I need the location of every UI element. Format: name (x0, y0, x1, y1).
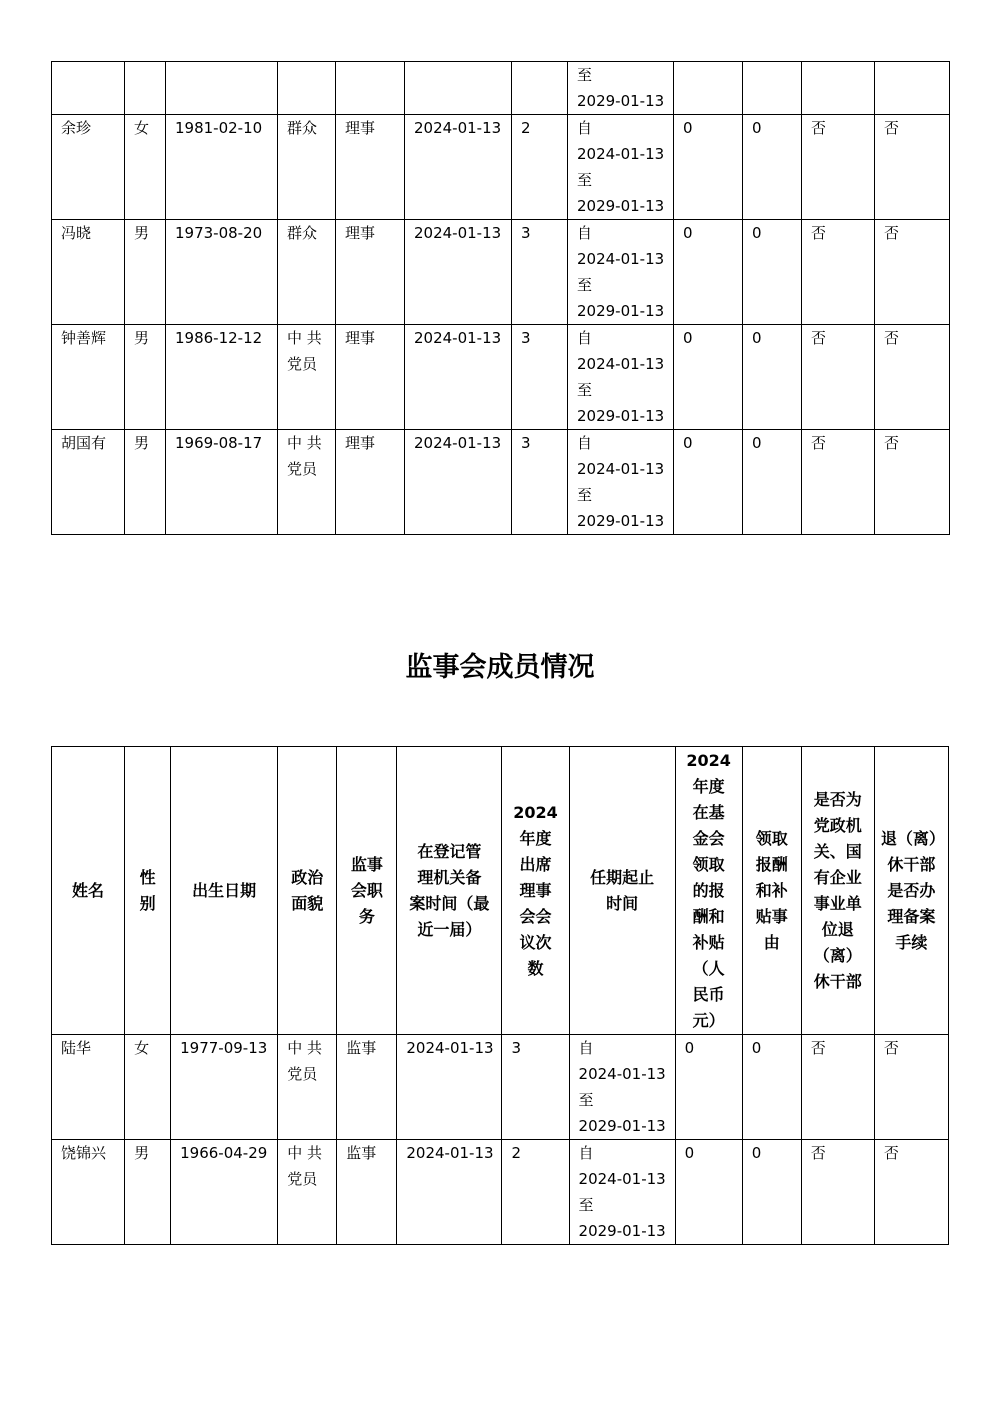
cell-line: 报酬 (755, 854, 788, 874)
political-status-cell (278, 1140, 337, 1245)
compensation-reason-cell: 0 (743, 325, 802, 430)
cell-line: 面貌 (291, 893, 324, 913)
retired-cadre-cell: 否 (801, 1035, 874, 1140)
political-status-cell (278, 1035, 337, 1140)
cell-line: 金会 (692, 828, 725, 848)
cell-line: 贴事 (755, 906, 788, 926)
compensation-cell: 0 (674, 430, 743, 535)
filing-date-cell: 2024-01-13 (405, 115, 512, 220)
position-cell: 理事 (336, 325, 405, 430)
term-cell (569, 1035, 675, 1140)
filing-procedure-cell: 否 (875, 115, 950, 220)
filing-procedure-cell: 否 (874, 1035, 948, 1140)
cell-line: 酬和 (692, 906, 725, 926)
cell-line: 2029-01-13 (577, 407, 665, 425)
column-header (171, 747, 278, 1035)
cell-line: 性 (139, 867, 156, 887)
cell-line: 自 (577, 434, 593, 452)
table-row (52, 1035, 949, 1140)
term-cell (568, 220, 674, 325)
filing-procedure-cell: 否 (875, 220, 950, 325)
cell-line: 民币 (692, 984, 725, 1004)
term-cell (568, 115, 674, 220)
cell-line: 自 (577, 329, 593, 347)
cell-line: 议次 (519, 932, 552, 952)
term-cell (568, 62, 674, 115)
cell-line: 理机关备 (417, 867, 482, 887)
name-cell: 余珍 (52, 115, 125, 220)
cell-line: 出生日期 (192, 880, 257, 900)
cell-line: 自 (578, 1144, 594, 1162)
table-row (52, 62, 950, 115)
cell-line: 在登记管 (417, 841, 482, 861)
cell-line: 2029-01-13 (577, 302, 665, 320)
cell-line: 自 (577, 119, 593, 137)
cell-line: 有企业 (813, 867, 862, 887)
filing-date-cell: 2024-01-13 (405, 325, 512, 430)
column-header (569, 747, 675, 1035)
retired-cadre-cell: 否 (802, 220, 875, 325)
position-cell: 监事 (337, 1035, 397, 1140)
cell-line: 至 (578, 1091, 594, 1109)
birth-date-cell: 1973-08-20 (166, 220, 278, 325)
cell-line: 中 共 (287, 1039, 323, 1057)
attendance-cell: 2 (512, 115, 568, 220)
cell-line: 案时间（最 (409, 893, 490, 913)
attendance-cell: 3 (512, 430, 568, 535)
gender-cell: 男 (125, 220, 166, 325)
compensation-cell: 0 (674, 115, 743, 220)
page-title: 监事会成员情况 (405, 652, 595, 683)
name-cell: 冯晓 (52, 220, 125, 325)
cell-line: 理事 (519, 880, 552, 900)
compensation-cell: 0 (674, 325, 743, 430)
table-row (52, 115, 950, 220)
cell-line: 党员 (287, 1065, 318, 1083)
cell-line: 中 共 (287, 434, 322, 452)
column-header (742, 747, 801, 1035)
filing-date-cell: 2024-01-13 (405, 220, 512, 325)
filing-procedure-cell: 否 (875, 430, 950, 535)
cell-line: 会职 (350, 880, 383, 900)
compensation-reason-cell: 0 (742, 1140, 801, 1245)
cell-line: 会会 (519, 906, 552, 926)
cell-line: 2024-01-13 (577, 460, 665, 478)
birth-date-cell: 1981-02-10 (166, 115, 278, 220)
name-cell: 饶锦兴 (52, 1140, 125, 1245)
term-line: 至 (577, 66, 593, 84)
cell-line: 党政机 (813, 815, 862, 835)
compensation-reason-cell: 0 (743, 220, 802, 325)
retired-cadre-cell: 否 (802, 325, 875, 430)
cell-line: 中 共 (287, 329, 322, 347)
cell-line: 2029-01-13 (578, 1222, 666, 1240)
cell-line: 至 (577, 276, 593, 294)
gender-cell: 女 (125, 1035, 171, 1140)
term-cell (568, 430, 674, 535)
term-cell (568, 325, 674, 430)
cell-line: 位退 (821, 919, 854, 939)
column-header (502, 747, 569, 1035)
cell-line: 政治 (291, 867, 324, 887)
political-status-cell (278, 430, 336, 535)
cell-line: 党员 (287, 355, 318, 373)
cell-line: 是否为 (813, 789, 862, 809)
position-cell: 理事 (336, 430, 405, 535)
gender-cell: 男 (125, 430, 166, 535)
cell-line: 2024 (513, 802, 558, 822)
cell-line: 由 (763, 932, 780, 952)
cell-line: 党员 (287, 1170, 318, 1188)
cell-line: 监事 (350, 854, 383, 874)
cell-line: 在基 (692, 802, 725, 822)
cell-line: 至 (578, 1196, 594, 1214)
cell-line: 关、国 (813, 841, 862, 861)
retired-cadre-cell: 否 (801, 1140, 874, 1245)
cell-line: 领取 (755, 828, 788, 848)
name-cell: 胡国有 (52, 430, 125, 535)
cell-line: 的报 (692, 880, 725, 900)
political-status-cell (278, 325, 336, 430)
cell-line: 2029-01-13 (577, 197, 665, 215)
compensation-cell: 0 (675, 1035, 742, 1140)
cell-line: 别 (139, 893, 156, 913)
cell-line: 至 (577, 381, 593, 399)
compensation-reason-cell: 0 (743, 115, 802, 220)
term-line: 2029-01-13 (577, 92, 665, 110)
cell-line: 2024-01-13 (577, 250, 665, 268)
cell-line: （离） (813, 945, 862, 965)
filing-procedure-cell: 否 (875, 325, 950, 430)
name-cell: 陆华 (52, 1035, 125, 1140)
table-row (52, 220, 950, 325)
cell-line: 2029-01-13 (578, 1117, 666, 1135)
filing-date-cell: 2024-01-13 (405, 430, 512, 535)
cell-line: 至 (577, 486, 593, 504)
cell-line: 是否办 (887, 880, 936, 900)
name-cell: 钟善辉 (52, 325, 125, 430)
column-header (801, 747, 874, 1035)
cell-line: 年度 (692, 776, 725, 796)
table-header-row (52, 747, 949, 1035)
cell-line: （人 (692, 958, 725, 978)
cell-line: 党员 (287, 460, 318, 478)
cell-line: 2024-01-13 (578, 1065, 666, 1083)
cell-line: 数 (527, 958, 544, 978)
birth-date-cell: 1977-09-13 (171, 1035, 278, 1140)
cell-line: 姓名 (72, 880, 105, 900)
cell-line: 2024 (686, 750, 731, 770)
attendance-cell: 3 (502, 1035, 569, 1140)
gender-cell: 男 (125, 1140, 171, 1245)
political-status-cell: 群众 (278, 220, 336, 325)
filing-procedure-cell: 否 (874, 1140, 948, 1245)
compensation-cell: 0 (674, 220, 743, 325)
gender-cell: 男 (125, 325, 166, 430)
retired-cadre-cell: 否 (802, 115, 875, 220)
cell-line: 至 (577, 171, 593, 189)
cell-line: 退（离） (880, 828, 945, 848)
birth-date-cell: 1969-08-17 (166, 430, 278, 535)
cell-line: 年度 (519, 828, 552, 848)
cell-line: 补贴 (692, 932, 725, 952)
column-header (337, 747, 397, 1035)
cell-line: 休干部 (813, 971, 862, 991)
cell-line: 休干部 (887, 854, 936, 874)
cell-line: 2024-01-13 (578, 1170, 666, 1188)
cell-line: 任期起止 (590, 867, 655, 887)
compensation-cell: 0 (675, 1140, 742, 1245)
attendance-cell: 3 (512, 220, 568, 325)
cell-line: 手续 (895, 932, 928, 952)
table-row (52, 430, 950, 535)
attendance-cell: 3 (512, 325, 568, 430)
cell-line: 领取 (692, 854, 725, 874)
political-status-cell: 群众 (278, 115, 336, 220)
column-header (675, 747, 742, 1035)
table-row (52, 1140, 949, 1245)
supervisor-members-table (51, 746, 949, 1245)
cell-line: 2024-01-13 (577, 355, 665, 373)
column-header (874, 747, 948, 1035)
cell-line: 自 (578, 1039, 594, 1057)
filing-date-cell: 2024-01-13 (397, 1035, 502, 1140)
cell-line: 理备案 (887, 906, 936, 926)
filing-date-cell: 2024-01-13 (397, 1140, 502, 1245)
cell-line: 自 (577, 224, 593, 242)
cell-line: 2024-01-13 (577, 145, 665, 163)
cell-line: 中 共 (287, 1144, 323, 1162)
compensation-reason-cell: 0 (743, 430, 802, 535)
column-header (125, 747, 171, 1035)
position-cell: 监事 (337, 1140, 397, 1245)
compensation-reason-cell: 0 (742, 1035, 801, 1140)
board-members-table-continued (51, 61, 950, 535)
cell-line: 近一届） (417, 919, 482, 939)
column-header (278, 747, 337, 1035)
attendance-cell: 2 (502, 1140, 569, 1245)
table-row (52, 325, 950, 430)
column-header (397, 747, 502, 1035)
gender-cell: 女 (125, 115, 166, 220)
cell-line: 和补 (755, 880, 788, 900)
cell-line: 2029-01-13 (577, 512, 665, 530)
position-cell: 理事 (336, 220, 405, 325)
birth-date-cell: 1986-12-12 (166, 325, 278, 430)
cell-line: 出席 (519, 854, 552, 874)
cell-line: 务 (358, 906, 375, 926)
cell-line: 元） (692, 1010, 725, 1030)
column-header (52, 747, 125, 1035)
retired-cadre-cell: 否 (802, 430, 875, 535)
term-cell (569, 1140, 675, 1245)
position-cell: 理事 (336, 115, 405, 220)
cell-line: 时间 (606, 893, 639, 913)
cell-line: 事业单 (813, 893, 862, 913)
birth-date-cell: 1966-04-29 (171, 1140, 278, 1245)
